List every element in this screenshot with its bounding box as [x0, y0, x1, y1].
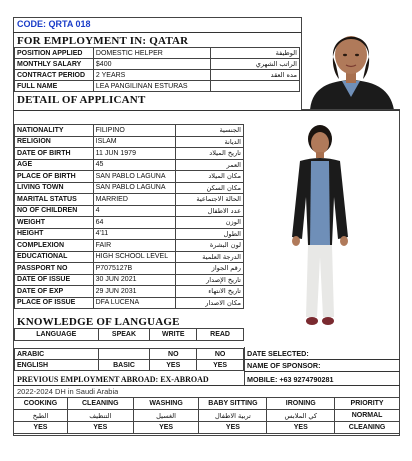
previous-employment-heading: PREVIOUS EMPLOYMENT ABROAD: EX-ABROAD: [17, 376, 209, 384]
detail-value: P7075127B: [93, 263, 176, 275]
employment-value: LEA PANGILINAN ESTURAS: [93, 81, 210, 92]
detail-row: [15, 125, 244, 137]
skill-baby-sitting-arabic: تربية الاطفال: [199, 410, 267, 422]
language-speak: [98, 349, 150, 360]
detail-arabic-label: الحالة الاجتماعية: [176, 194, 244, 206]
employment-value: 2 YEARS: [93, 70, 210, 81]
skill-washing-value: YES: [133, 422, 199, 434]
date-selected-label: DATE SELECTED:: [247, 350, 309, 358]
employment-arabic-label: مده العقد: [210, 70, 299, 81]
detail-label: PLACE OF ISSUE: [15, 297, 94, 309]
detail-row: [15, 217, 244, 229]
employment-label: POSITION APPLIED: [15, 48, 94, 59]
skill-baby-sitting-value: YES: [199, 422, 267, 434]
employment-row: [15, 48, 300, 59]
skill-baby-sitting-header: BABY SITTING: [199, 398, 267, 410]
speak-col-header: SPEAK: [98, 329, 150, 341]
employment-row: [15, 81, 300, 92]
detail-arabic-label: الديانة: [176, 136, 244, 148]
skill-priority-arabic: NORMAL: [335, 410, 400, 422]
skill-cleaning-value: YES: [67, 422, 133, 434]
mobile-label: MOBILE: +63 9274790281: [247, 376, 334, 384]
skills-header-row: [14, 398, 400, 410]
detail-label: WEIGHT: [15, 217, 94, 229]
language-read: NO: [197, 349, 244, 360]
detail-arabic-label: مكان السكن: [176, 182, 244, 194]
language-write: NO: [150, 349, 197, 360]
detail-row: [15, 286, 244, 298]
skill-ironing-header: IRONING: [267, 398, 335, 410]
detail-heading: DETAIL OF APPLICANT: [17, 94, 146, 106]
language-row: [15, 349, 244, 360]
employment-table: [14, 47, 300, 92]
language-spacer: [15, 341, 244, 349]
detail-arabic-label: مكان الميلاد: [176, 171, 244, 183]
detail-label: MARITAL STATUS: [15, 194, 94, 206]
detail-value: SAN PABLO LAGUNA: [93, 171, 176, 183]
detail-value: 4'11: [93, 228, 176, 240]
detail-arabic-label: لون البشرة: [176, 240, 244, 252]
language-name: ENGLISH: [15, 360, 99, 371]
language-write: YES: [150, 360, 197, 371]
detail-row: [15, 263, 244, 275]
employment-label: MONTHLY SALARY: [15, 59, 94, 70]
detail-value: HIGH SCHOOL LEVEL: [93, 251, 176, 263]
detail-row: [15, 297, 244, 309]
detail-label: RELIGION: [15, 136, 94, 148]
detail-label: COMPLEXION: [15, 240, 94, 252]
code-label: CODE: QRTA 018: [17, 20, 91, 29]
detail-row: [15, 148, 244, 160]
employment-row: [15, 70, 300, 81]
detail-label: PASSPORT NO: [15, 263, 94, 275]
language-table: [14, 328, 244, 371]
skill-ironing-arabic: كي الملابس: [267, 410, 335, 422]
previous-employment-entry: 2022-2024 DH in Saudi Arabia: [17, 388, 119, 396]
headshot-photo: [301, 17, 400, 110]
skill-cleaning-header: CLEANING: [67, 398, 133, 410]
skill-ironing-value: YES: [267, 422, 335, 434]
detail-row: [15, 205, 244, 217]
detail-value: FAIR: [93, 240, 176, 252]
read-col-header: READ: [197, 329, 244, 341]
detail-label: AGE: [15, 159, 94, 171]
details-table: [14, 124, 244, 309]
skills-value-row: [14, 422, 400, 434]
detail-arabic-label: الجنسية: [176, 125, 244, 137]
employment-arabic-label: الراتب الشهري: [210, 59, 299, 70]
detail-row: [15, 136, 244, 148]
skill-cooking-arabic: الطبخ: [14, 410, 68, 422]
language-heading: KNOWLEDGE OF LANGUAGE: [17, 316, 180, 328]
detail-value: FILIPINO: [93, 125, 176, 137]
employment-value: DOMESTIC HELPER: [93, 48, 210, 59]
detail-label: DATE OF ISSUE: [15, 274, 94, 286]
detail-value: SAN PABLO LAGUNA: [93, 182, 176, 194]
skill-priority-header: PRIORITY: [335, 398, 400, 410]
language-read: YES: [197, 360, 244, 371]
detail-label: HEIGHT: [15, 228, 94, 240]
skill-priority-value: CLEANING: [335, 422, 400, 434]
detail-arabic-label: العمر: [176, 159, 244, 171]
detail-value: 64: [93, 217, 176, 229]
detail-row: [15, 240, 244, 252]
detail-label: DATE OF BIRTH: [15, 148, 94, 160]
skills-arabic-row: [14, 410, 400, 422]
detail-row: [15, 159, 244, 171]
skill-washing-arabic: الغسيل: [133, 410, 199, 422]
sponsor-label: NAME OF SPONSOR:: [247, 362, 321, 370]
detail-label: EDUCATIONAL: [15, 251, 94, 263]
detail-row: [15, 228, 244, 240]
detail-label: DATE OF EXP: [15, 286, 94, 298]
detail-value: DFA LUCENA: [93, 297, 176, 309]
skill-cooking-value: YES: [14, 422, 68, 434]
detail-arabic-label: رقم الجواز: [176, 263, 244, 275]
detail-value: 30 JUN 2021: [93, 274, 176, 286]
employment-row: [15, 59, 300, 70]
write-col-header: WRITE: [150, 329, 197, 341]
detail-row: [15, 274, 244, 286]
detail-row: [15, 182, 244, 194]
detail-label: NO OF CHILDREN: [15, 205, 94, 217]
detail-arabic-label: تاريخ الإصدار: [176, 274, 244, 286]
skill-cooking-header: COOKING: [14, 398, 68, 410]
detail-row: [15, 194, 244, 206]
employment-arabic-label: [210, 81, 299, 92]
detail-arabic-label: عدد الاطفال: [176, 205, 244, 217]
employment-arabic-label: الوظيفة: [210, 48, 299, 59]
language-name: ARABIC: [15, 349, 99, 360]
detail-label: PLACE OF BIRTH: [15, 171, 94, 183]
detail-arabic-label: مكان الاصدار: [176, 297, 244, 309]
detail-row: [15, 171, 244, 183]
skills-table: [13, 397, 400, 434]
employment-heading: FOR EMPLOYMENT IN: QATAR: [17, 35, 189, 47]
language-speak: BASIC: [98, 360, 150, 371]
employment-label: CONTRACT PERIOD: [15, 70, 94, 81]
detail-row: [15, 251, 244, 263]
detail-value: 4: [93, 205, 176, 217]
skill-cleaning-arabic: التنظيف: [67, 410, 133, 422]
detail-arabic-label: تاريخ الميلاد: [176, 148, 244, 160]
language-header-row: [15, 329, 244, 341]
detail-arabic-label: تاريخ الانتهاء: [176, 286, 244, 298]
language-col-header: LANGUAGE: [15, 329, 99, 341]
detail-arabic-label: الوزن: [176, 217, 244, 229]
employment-label: FULL NAME: [15, 81, 94, 92]
employment-value: $400: [93, 59, 210, 70]
detail-value: 29 JUN 2031: [93, 286, 176, 298]
detail-arabic-label: الدرجة العلمية: [176, 251, 244, 263]
detail-arabic-label: الطول: [176, 228, 244, 240]
detail-label: NATIONALITY: [15, 125, 94, 137]
detail-value: 11 JUN 1979: [93, 148, 176, 160]
detail-value: MARRIED: [93, 194, 176, 206]
detail-value: 45: [93, 159, 176, 171]
full-body-photo: [250, 117, 390, 347]
detail-label: LIVING TOWN: [15, 182, 94, 194]
detail-value: ISLAM: [93, 136, 176, 148]
language-row: [15, 360, 244, 371]
skill-washing-header: WASHING: [133, 398, 199, 410]
